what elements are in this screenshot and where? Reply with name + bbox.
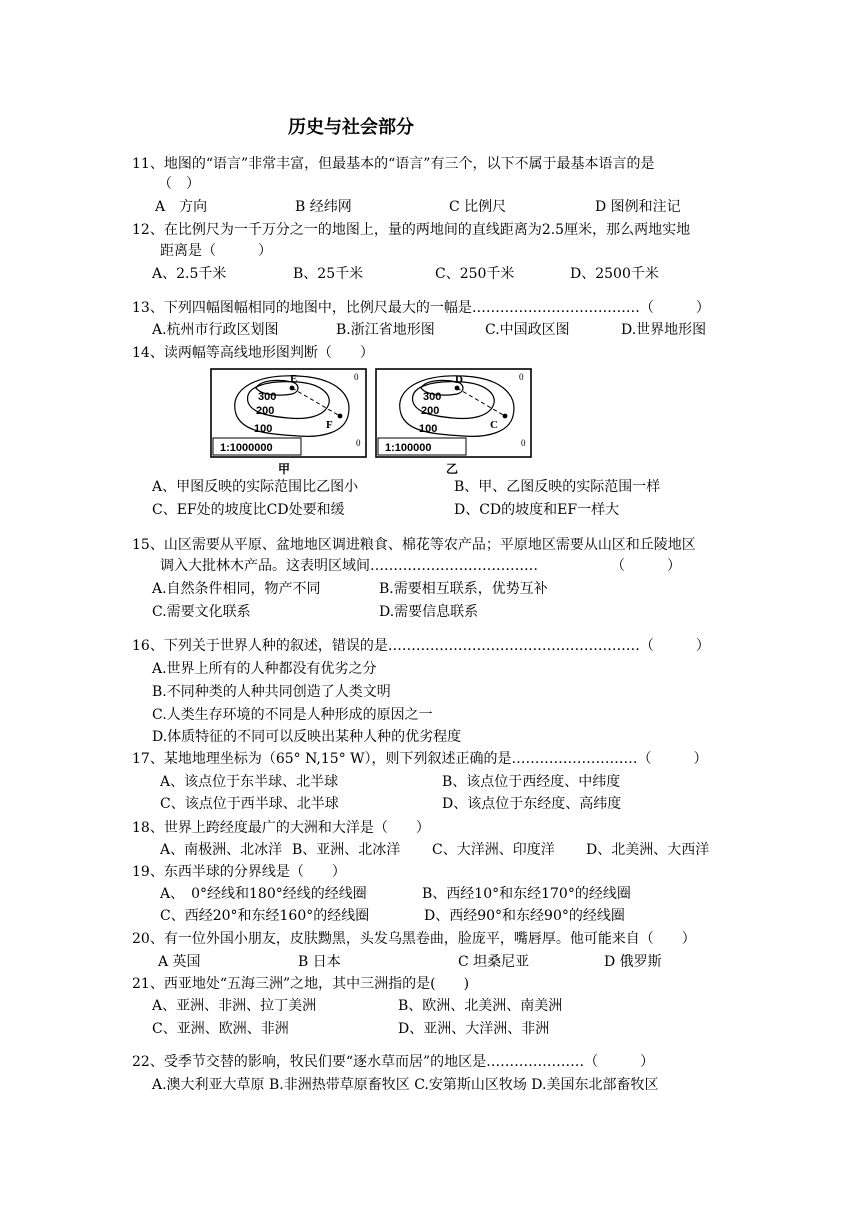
q15-stem: 15、山区需要从平原、盆地地区调进粮食、棉花等农产品；平原地区需要从山区和丘陵地区 [132, 537, 696, 553]
figure-caption: 甲 [278, 462, 291, 476]
q14-option-b: B、甲、乙图反映的实际范围一样 [454, 479, 661, 495]
q17-option-b: B、该点位于西经度、中纬度 [442, 774, 621, 790]
q12-option-c: C、250千米 [435, 266, 515, 282]
q11-option-a: A 方向 [155, 199, 208, 215]
scale-label: 1:100000 [385, 442, 432, 454]
contour-100-label: 100 [254, 423, 273, 435]
q19-stem: 19、东西半球的分界线是（ ） [132, 864, 346, 880]
q17-option-d: D、该点位于东经度、高纬度 [442, 796, 622, 812]
point-c-label: C [490, 419, 498, 431]
q18-stem: 18、世界上跨经度最广的大洲和大洋是（ ） [132, 820, 430, 836]
q14-stem: 14、读两幅等高线地形图判断（ ） [132, 345, 374, 361]
q11-paren: （ ） [158, 176, 200, 192]
q20-option-d: D 俄罗斯 [604, 954, 662, 970]
q15-paren: （ ） [611, 558, 681, 574]
q15-option-c: C.需要文化联系 [152, 604, 251, 620]
q15-option-a: A.自然条件相同，物产不同 [152, 581, 321, 597]
q22-stem: 22、受季节交替的影响，牧民们要“逐水草而居”的地区是…………………（ ） [132, 1054, 655, 1070]
contour-200-label: 200 [421, 405, 440, 417]
contour-200-label: 200 [256, 405, 275, 417]
q20-option-b: B 日本 [298, 954, 341, 970]
q14-option-a: A、甲图反映的实际范围比乙图小 [152, 479, 359, 495]
q18-option-d: D、北美洲、大西洋 [586, 842, 710, 858]
q19-option-b: B、西经10°和东经170°的经线圈 [422, 886, 631, 902]
q11-stem: 11、地图的“语言”非常丰富，但最基本的“语言”有三个，以下不属于最基本语言的是 [132, 156, 655, 172]
corner-mark: 0 [519, 372, 524, 382]
q14-option-d: D、CD的坡度和EF一样大 [454, 502, 620, 518]
contour-map-yi [376, 369, 531, 476]
q21-option-d: D、亚洲、大洋洲、非洲 [398, 1021, 550, 1037]
q20-stem: 20、有一位外国小朋友，皮肤黝黑，头发乌黑卷曲，脸庞平，嘴唇厚。他可能来自（ ） [132, 931, 696, 947]
figure-caption: 乙 [446, 462, 459, 476]
point-e-label: E [290, 373, 298, 385]
q17-option-c: C、该点位于西半球、北半球 [160, 796, 339, 812]
q13-option-d: D.世界地形图 [621, 322, 707, 338]
q16-stem: 16、下列关于世界人种的叙述，错误的是………………………………………………（ ） [132, 638, 710, 654]
contour-100-label: 100 [419, 423, 438, 435]
q18-option-a: A、南极洲、北冰洋 [160, 842, 283, 858]
q17-stem: 17、某地地理坐标为（65° N,15° W），则下列叙述正确的是………………………（ ） [132, 751, 708, 767]
q21-stem: 21、西亚地处“五海三洲”之地，其中三洲指的是( ) [132, 976, 470, 992]
corner-mark: 0 [356, 438, 361, 448]
q15-option-b: B.需要相互联系，优势互补 [379, 581, 548, 597]
q15-stem-cont: 调入大批林木产品。这表明区域间……………………………… [160, 558, 538, 574]
q14-option-c: C、EF处的坡度比CD处要和缓 [152, 502, 345, 518]
q20-option-a: A 英国 [158, 954, 201, 970]
q12-option-b: B、25千米 [293, 266, 364, 282]
q17-option-a: A、该点位于东半球、北半球 [160, 774, 339, 790]
q16-option-a: A.世界上所有的人种都没有优劣之分 [152, 661, 377, 677]
q20-option-c: C 坦桑尼亚 [458, 954, 530, 970]
q22-options: A.澳大利亚大草原 B.非洲热带草原畜牧区 C.安第斯山区牧场 D.美国东北部畜牧区 [152, 1077, 659, 1093]
contour-300-label: 300 [258, 391, 277, 403]
point-f-label: F [326, 419, 333, 431]
q21-option-c: C、亚洲、欧洲、非洲 [152, 1021, 289, 1037]
q19-option-d: D、西经90°和东经90°的经线圈 [424, 908, 625, 924]
q11-option-c: C 比例尺 [449, 199, 507, 215]
q12-option-d: D、2500千米 [570, 266, 659, 282]
contour-map-figure [208, 366, 543, 476]
q13-option-a: A.杭州市行政区划图 [152, 322, 279, 338]
q21-option-b: B、欧洲、北美洲、南美洲 [398, 998, 563, 1014]
scale-label: 1:1000000 [220, 442, 273, 454]
q12-option-a: A、2.5千米 [152, 266, 227, 282]
corner-mark: 0 [354, 372, 359, 382]
contour-map-jia [211, 369, 366, 476]
q16-option-d: D.体质特征的不同可以反映出某种人种的优劣程度 [152, 729, 462, 745]
q16-option-c: C.人类生存环境的不同是人种形成的原因之一 [152, 707, 433, 723]
q18-option-b: B、亚洲、北冰洋 [292, 842, 401, 858]
q21-option-a: A、亚洲、非洲、拉丁美洲 [152, 998, 317, 1014]
q11-option-b: B 经纬网 [295, 199, 352, 215]
q13-stem: 13、下列四幅图幅相同的地图中，比例尺最大的一幅是………………………………（ ） [132, 300, 710, 316]
corner-mark: 0 [521, 438, 526, 448]
q15-option-d: D.需要信息联系 [379, 604, 479, 620]
q19-option-a: A、 0°经线和180°经线的经线圈 [160, 886, 367, 902]
point-d-label: D [455, 374, 463, 386]
q11-option-d: D 图例和注记 [595, 199, 681, 215]
q13-option-c: C.中国政区图 [485, 322, 570, 338]
section-title: 历史与社会部分 [288, 117, 414, 138]
q12-stem-cont: 距离是（ ） [160, 243, 272, 259]
q12-stem: 12、在比例尺为一千万分之一的地图上，量的两地间的直线距离为2.5厘米，那么两地实地 [132, 222, 691, 238]
q13-option-b: B.浙江省地形图 [336, 322, 435, 338]
q16-option-b: B.不同种类的人种共同创造了人类文明 [152, 684, 391, 700]
q19-option-c: C、西经20°和东经160°的经线圈 [160, 908, 370, 924]
contour-300-label: 300 [423, 391, 442, 403]
q18-option-c: C、大洋洲、印度洋 [432, 842, 555, 858]
